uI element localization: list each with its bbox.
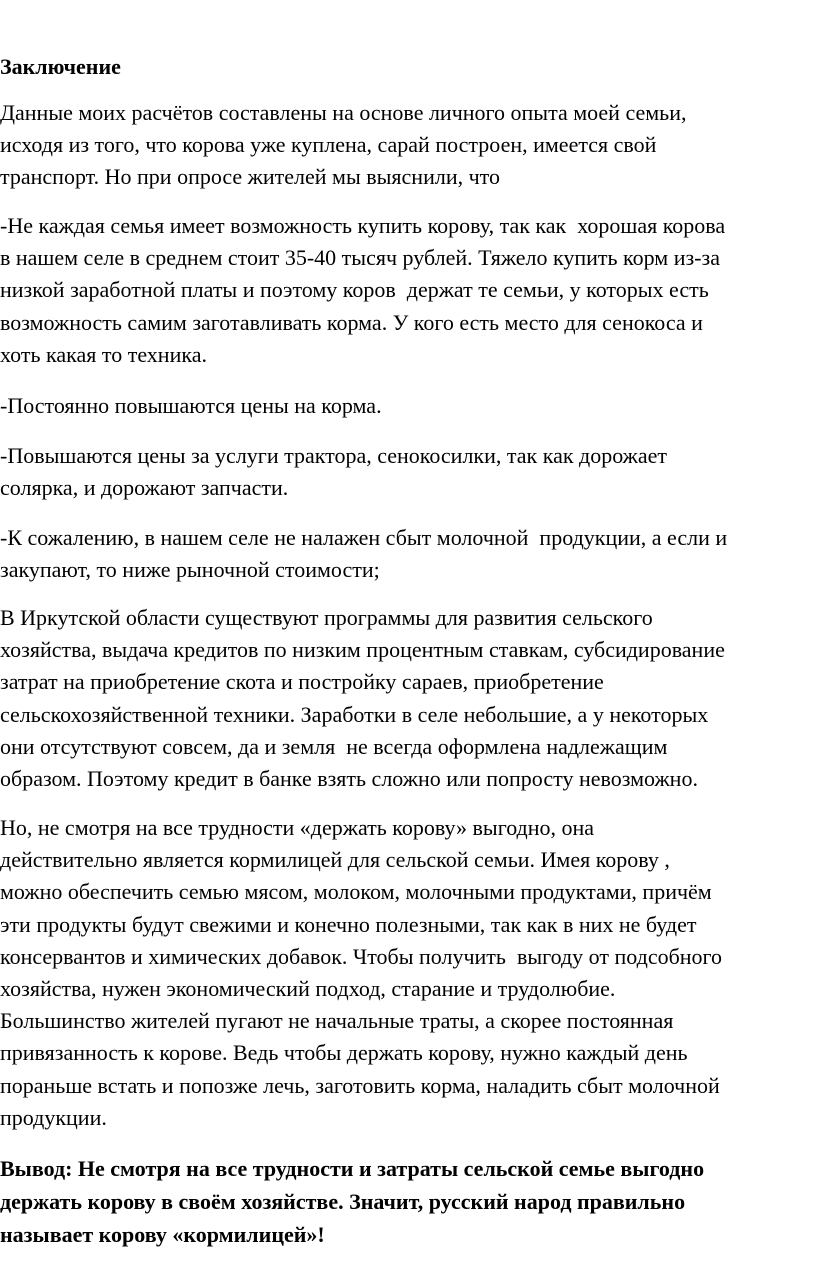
- text-line: низкой заработной платы и поэтому коров держат те семьи, у которых есть: [0, 277, 709, 303]
- text-line: Вывод: Не смотря на все трудности и затраты сельской семье выгодно: [0, 1156, 705, 1181]
- paragraph-feed-prices: [0, 390, 816, 422]
- text-line: держать корову в своём хозяйстве. Значит, русский народ правильно: [0, 1189, 686, 1214]
- text-line: солярка, и дорожают запчасти.: [0, 475, 289, 501]
- text-line: Но, не смотря на все трудности «держать корову» выгодно, она: [0, 815, 595, 840]
- text-line: консервантов и химических добавок. Чтобы получить выгоду от подсобного: [0, 943, 723, 969]
- text-line: хозяйства, нужен экономический подход, старание и трудолюбие.: [0, 976, 616, 1002]
- section-heading: Заключение: [0, 54, 121, 79]
- text-line: закупают, то ниже рыночной стоимости;: [0, 557, 380, 583]
- text-line: действительно является кормилицей для сельской семьи. Имея корову ,: [0, 847, 670, 873]
- paragraph-service-prices: [0, 440, 816, 504]
- text-line: Большинство жителей пугают не начальные траты, а скорее постоянная: [0, 1008, 674, 1034]
- text-line: В Иркутской области существуют программы для развития сельского: [0, 605, 653, 630]
- text-line: -Повышаются цены за услуги трактора, сенокосилки, так как дорожает: [0, 443, 668, 468]
- text-line: продукции.: [0, 1104, 107, 1130]
- text-line: образом. Поэтому кредит в банке взять сложно или попросту невозможно.: [0, 766, 698, 792]
- text-line: Данные моих расчётов составлены на основе личного опыта моей семьи,: [0, 100, 687, 125]
- paragraph-conclusion: [0, 1152, 816, 1251]
- text-line: хоть какая то техника.: [0, 341, 207, 367]
- paragraph-intro: [0, 97, 816, 194]
- text-line: -Постоянно повышаются цены на корма.: [0, 393, 382, 418]
- text-line: возможность самим заготавливать корма. У кого есть место для сенокоса и: [0, 309, 703, 335]
- text-line: затрат на приобретение скота и постройку сараев, приобретение: [0, 669, 604, 695]
- paragraph-benefits: [0, 812, 816, 1134]
- text-line: -Не каждая семья имеет возможность купить корову, так как хорошая корова: [0, 213, 726, 238]
- paragraph-dairy-sales: [0, 522, 816, 586]
- text-line: пораньше встать и попозже лечь, заготовить корма, наладить сбыт молочной: [0, 1072, 720, 1098]
- text-line: -К сожалению, в нашем селе не налажен сбыт молочной продукции, а если и: [0, 525, 728, 550]
- text-line: транспорт. Но при опросе жителей мы выяснили, что: [0, 164, 500, 190]
- paragraph-regional-programs: [0, 602, 816, 795]
- text-line: можно обеспечить семью мясом, молоком, молочными продуктами, причём: [0, 879, 712, 905]
- text-line: в нашем селе в среднем стоит 35-40 тысяч рублей. Тяжело купить корм из-за: [0, 245, 720, 271]
- text-line: хозяйства, выдача кредитов по низким процентным ставкам, субсидирование: [0, 637, 725, 663]
- text-line: привязанность к корове. Ведь чтобы держать корову, нужно каждый день: [0, 1040, 688, 1066]
- text-line: эти продукты будут свежими и конечно полезными, так как в них не будет: [0, 911, 697, 937]
- paragraph-cow-cost: [0, 210, 816, 371]
- text-line: называет корову «кормилицей»!: [0, 1222, 325, 1247]
- text-line: исходя из того, что корова уже куплена, сарай построен, имеется свой: [0, 132, 657, 158]
- text-line: они отсутствуют совсем, да и земля не всегда оформлена надлежащим: [0, 733, 668, 759]
- text-line: сельскохозяйственной техники. Заработки в селе небольшие, а у некоторых: [0, 701, 709, 727]
